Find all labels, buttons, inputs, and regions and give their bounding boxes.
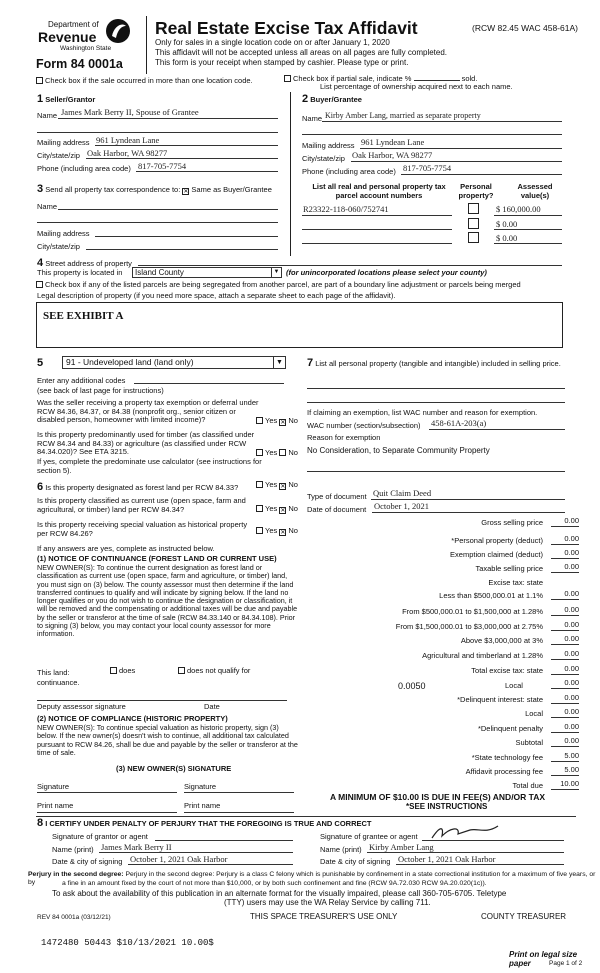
print-name-label-1: Print name xyxy=(37,801,74,810)
new-owner-signature-1[interactable] xyxy=(37,792,177,793)
tax-row-value[interactable]: 0.00 xyxy=(551,708,579,718)
perjury-line-2: a fine in an amount fixed by the court of not more than $10,000, or by both such confinement and fine (RCW 9A.72.030 RCW 9A.20.020(1c)). xyxy=(62,880,487,887)
segregated-row: Check box if any of the listed parcels are being segregated from another parcel, are part of a boundary line adjustment or parcels being merged xyxy=(36,281,576,290)
located-label: This property is located in xyxy=(37,268,123,277)
local-label: Local xyxy=(505,681,523,690)
agency-line-1: Department of xyxy=(48,20,99,29)
tax-row-label: *Personal property (deduct) xyxy=(451,536,543,545)
tax-row-label: Excise tax: state xyxy=(488,578,543,587)
seller-address[interactable]: 961 Lyndean Lane xyxy=(96,135,160,145)
dor-logo xyxy=(36,14,136,72)
sold-label: sold. xyxy=(461,74,478,83)
partial-sale-label: Check box if partial sale, indicate % xyxy=(293,74,412,83)
timber-yes-checkbox[interactable] xyxy=(256,449,263,456)
header-note-3: This form is your receipt when stamped by cashier. Please type or print. xyxy=(155,58,409,67)
tax-row-label: Total due xyxy=(512,781,543,790)
street-address-field[interactable] xyxy=(138,265,562,266)
buyer-city-label: City/state/zip xyxy=(302,154,345,163)
tax-row-value[interactable]: 0.00 xyxy=(551,665,579,675)
buyer-phone[interactable]: 817-705-7754 xyxy=(403,163,452,173)
new-owner-signature-2[interactable] xyxy=(184,792,294,793)
tax-row-label: Total excise tax: state xyxy=(471,666,543,675)
grantee-signature-icon xyxy=(430,822,500,842)
seller-heading: 1 Seller/Grantor xyxy=(37,93,96,105)
doc-date-label: Date of document xyxy=(307,505,367,514)
partial-sale-checkbox[interactable] xyxy=(284,75,291,82)
land-use-select[interactable] xyxy=(62,356,286,369)
notice1-body: NEW OWNER(S): To continue the current designation as forest land or classification as current use (open space, farm and agriculture, or timber) land, you must sign on (3) below. The county assessor must then determine if the land transferred continues to qualify and will indicate by signing below. If the land no longer qualifies or you do not wish to continue the designation or classification, it will be removed and the compensating or additional taxes will be due and payable by the seller or transferor at the time of sale (RCW 84.33.140 or 84.34.108). Prior to signing (3) below, you may contact your local county assessor for more information. xyxy=(37,563,298,639)
grantor-sig-label: Signature of grantor or agent xyxy=(52,832,148,841)
deputy-sig-label: Deputy assessor signature xyxy=(37,702,126,711)
section-divider xyxy=(290,92,291,256)
personal-property-heading: 7 List all personal property (tangible and intangible) included in selling price. xyxy=(307,357,561,369)
buyer-heading: 2 Buyer/Grantee xyxy=(302,93,362,105)
seller-name[interactable]: James Mark Berry II, Spouse of Grantee xyxy=(61,107,199,117)
local-tax-value[interactable]: 0.00 xyxy=(551,679,579,689)
seller-name-label: Name xyxy=(37,111,58,120)
current-use-yes-checkbox[interactable] xyxy=(256,505,263,512)
timber-note: If yes, complete the predominate use calculator (see instructions for section 5). xyxy=(37,457,262,475)
does-not-checkbox[interactable] xyxy=(178,667,185,674)
grantor-name[interactable]: James Mark Berry II xyxy=(101,842,172,852)
chevron-down-icon: ▼ xyxy=(273,357,285,368)
codes-field[interactable] xyxy=(134,383,284,384)
buyer-name[interactable]: Kirby Amber Lang, married as separate property xyxy=(325,111,481,120)
doc-type[interactable]: Quit Claim Deed xyxy=(373,488,432,498)
notice2-title: (2) NOTICE OF COMPLIANCE (HISTORIC PROPERTY) xyxy=(37,714,228,723)
cashier-stamp: 1472480 50443 $10/13/2021 10.00$ xyxy=(41,938,214,948)
doc-date[interactable]: October 1, 2021 xyxy=(374,501,430,511)
correspondence-address-field[interactable] xyxy=(95,236,278,237)
assessed-col-header: Assessed value(s) xyxy=(517,182,553,200)
historic-no-checkbox[interactable] xyxy=(279,529,286,536)
doc-type-label: Type of document xyxy=(307,492,367,501)
exemption-claim-label: If claiming an exemption, list WAC number and reason for exemption. xyxy=(307,408,538,417)
grantor-date-city[interactable]: October 1, 2021 Oak Harbor xyxy=(130,854,228,864)
tax-row-label: Taxable selling price xyxy=(475,564,543,573)
assessed-value[interactable]: $ 0.00 xyxy=(496,219,518,229)
tax-row-label: Agricultural and timberland at 1.28% xyxy=(422,651,543,660)
correspondence-heading: 3 Send all property tax correspondence to: ✕ Same as Buyer/Grantee xyxy=(37,183,272,196)
does-option: does xyxy=(110,667,135,676)
tax-row-label: From $1,500,000.01 to $3,000,000 at 2.75% xyxy=(395,622,543,631)
print-name-label-2: Print name xyxy=(184,801,221,810)
exemption-question: Was the seller receiving a property tax exemption or deferral under RCW 84.36, 84.37, or 84.38 (nonprofit org., senior citizen or disabled person, homeowner with limited income)? xyxy=(37,398,259,425)
tax-row-label: *State technology fee xyxy=(471,753,543,762)
reason-text[interactable]: No Consideration, to Separate Community Property xyxy=(307,446,490,455)
personal-property-checkbox[interactable] xyxy=(468,218,479,229)
if-any-yes: If any answers are yes, complete as instructed below. xyxy=(37,544,215,553)
correspondence-name-field[interactable] xyxy=(58,209,278,210)
tax-row-value[interactable]: 0.00 xyxy=(551,621,579,631)
historic-yes-checkbox[interactable] xyxy=(256,527,263,534)
notice2-body: NEW OWNER(S): To continue special valuation as historic property, sign (3) below. If the new owner(s) doesn't wish to continue, all additional tax calculated pursuant to RCW 84.26, shall be due and payable by the seller or transferor at the time of sale. xyxy=(37,723,298,757)
parcel-number[interactable] xyxy=(302,243,452,244)
print-legal-note: Print on legal size paper xyxy=(509,950,578,969)
correspondence-address-label: Mailing address xyxy=(37,229,90,238)
availability-line-1: To ask about the availability of this publication in an alternate format for the visually impaired, please call 360-705-6705. Teletype xyxy=(52,889,507,898)
tax-row-value[interactable]: 10.00 xyxy=(551,780,579,790)
tax-row-value[interactable]: 0.00 xyxy=(551,737,579,747)
multi-location-checkbox[interactable] xyxy=(36,77,43,84)
tax-row-label: *Delinquent interest: state xyxy=(457,695,543,704)
notice1-title: (1) NOTICE OF CONTINUANCE (FOREST LAND OR CURRENT USE) xyxy=(37,554,277,563)
forest-yes-no: Yes ✕ No xyxy=(256,481,298,490)
timber-yes-no: Yes No xyxy=(256,449,298,458)
legal-description-box[interactable] xyxy=(36,302,563,348)
wac-number[interactable]: 458-61A-203(a) xyxy=(431,418,487,428)
current-use-question: Is this property classified as current use (open space, farm and agricultural, or timber) land per RCW 84.34? xyxy=(37,496,246,514)
seller-phone[interactable]: 817-705-7754 xyxy=(138,161,187,171)
codes-label: Enter any additional codes xyxy=(37,376,126,385)
tax-row-value[interactable]: 0.00 xyxy=(551,650,579,660)
form-title: Real Estate Excise Tax Affidavit xyxy=(155,18,418,38)
multi-location-row xyxy=(36,77,253,86)
personal-col-header: Personal property? xyxy=(458,182,494,200)
tax-row-value[interactable]: 5.00 xyxy=(551,752,579,762)
tax-row-label: Gross selling price xyxy=(481,518,543,527)
new-owner-print-1[interactable] xyxy=(37,812,177,813)
grantee-sig-label: Signature of grantee or agent xyxy=(320,832,418,841)
header-divider xyxy=(146,16,147,74)
tax-row-label: Subtotal xyxy=(515,738,543,747)
street-heading: 4 Street address of property xyxy=(37,257,132,269)
certify-heading: 8 I CERTIFY UNDER PENALTY OF PERJURY THAT THE FOREGOING IS TRUE AND CORRECT xyxy=(37,817,372,829)
tax-row-label: From $500,000.01 to $1,500,000 at 1.28% xyxy=(402,607,543,616)
chevron-down-icon: ▼ xyxy=(271,268,281,277)
tax-row-label: Exemption claimed (deduct) xyxy=(450,550,543,559)
assessed-value[interactable]: $ 0.00 xyxy=(496,233,518,243)
seller-address-label: Mailing address xyxy=(37,138,90,147)
seller-city-label: City/state/zip xyxy=(37,151,80,160)
rev-number: REV 84 0001a (03/12/21) xyxy=(37,914,111,921)
exemption-yes-no: Yes ✕ No xyxy=(256,417,298,426)
tax-row-value[interactable]: 0.00 xyxy=(551,635,579,645)
form-number: Form 84 0001a xyxy=(36,57,123,71)
notice3-title: (3) NEW OWNER(S) SIGNATURE xyxy=(116,764,232,773)
forest-question: 6 Is this property designated as forest land per RCW 84.33? xyxy=(37,481,239,493)
county-note: (for unincorporated locations please select your county) xyxy=(286,268,487,277)
tax-row-label: *Delinquent penalty xyxy=(477,724,543,733)
tax-row-value[interactable]: 0.00 xyxy=(551,517,579,527)
reason-label: Reason for exemption xyxy=(307,433,381,442)
forest-yes-checkbox[interactable] xyxy=(256,481,263,488)
availability-line-2: (TTY) users may use the WA Relay Service by calling 711. xyxy=(224,898,431,907)
tax-row-label: Above $3,000,000 at 3% xyxy=(460,636,543,645)
county-select[interactable] xyxy=(132,267,282,278)
signature-label-2: Signature xyxy=(184,782,217,791)
grantor-date-label: Date & city of signing xyxy=(52,857,123,866)
timber-question: Is this property predominantly used for timber (as classified under RCW 84.34 and 84.33) or agriculture (as classified under RCW 84.34.020)? See ETA 3215. xyxy=(37,430,255,457)
codes-note: (see back of last page for instructions) xyxy=(37,386,164,395)
buyer-phone-label: Phone (including area code) xyxy=(302,167,396,176)
segregated-checkbox[interactable] xyxy=(36,281,43,288)
county-value: Island County xyxy=(135,268,184,277)
tax-row-value[interactable]: 0.00 xyxy=(551,694,579,704)
timber-no-checkbox[interactable] xyxy=(279,449,286,456)
exemption-yes-checkbox[interactable] xyxy=(256,417,263,424)
tax-row-label: Affidavit processing fee xyxy=(465,767,543,776)
historic-question: Is this property receiving special valuation as historical property per RCW 84.26? xyxy=(37,520,248,538)
personal-property-checkbox[interactable] xyxy=(468,232,479,243)
exemption-no-checkbox[interactable] xyxy=(279,419,286,426)
parcel-number[interactable]: R23322-118-060/752741 xyxy=(303,204,389,214)
buyer-address-label: Mailing address xyxy=(302,141,355,150)
legal-label: Legal description of property (if you need more space, attach a separate sheet to each page of the affidavit). xyxy=(37,291,396,300)
tax-row-value[interactable]: 0.00 xyxy=(551,563,579,573)
forest-no-checkbox[interactable] xyxy=(279,483,286,490)
grantee-date-city[interactable]: October 1, 2021 Oak Harbor xyxy=(398,854,496,864)
revenue-logo-icon xyxy=(104,16,132,46)
minimum-notice: A MINIMUM OF $10.00 IS DUE IN FEE(S) AND/OR TAX xyxy=(330,792,546,802)
page-number: Page 1 of 2 xyxy=(549,960,583,967)
deputy-signature-field[interactable] xyxy=(37,700,287,701)
seller-city[interactable]: Oak Harbor, WA 98277 xyxy=(87,148,168,158)
parcel-col-header: List all real and personal property tax parcel account numbers xyxy=(312,182,446,200)
does-checkbox[interactable] xyxy=(110,667,117,674)
county-treasurer: COUNTY TREASURER xyxy=(481,912,567,921)
local-rate: 0.0050 xyxy=(398,681,426,691)
land-use-value: 91 - Undeveloped land (land only) xyxy=(66,357,194,367)
see-instructions: *SEE INSTRUCTIONS xyxy=(406,802,488,811)
personal-property-field[interactable] xyxy=(307,388,565,389)
tax-row-value[interactable]: 0.00 xyxy=(551,535,579,545)
partial-note: List percentage of ownership acquired next to each name. xyxy=(320,82,513,91)
tax-row-value[interactable]: 0.00 xyxy=(551,549,579,559)
grantor-signature-field[interactable] xyxy=(155,840,293,841)
historic-yes-no: Yes ✕ No xyxy=(256,527,298,536)
partial-percent-field[interactable] xyxy=(414,73,460,81)
legal-description: SEE EXHIBIT A xyxy=(43,310,124,322)
new-owner-print-2[interactable] xyxy=(184,812,294,813)
land-use-num: 5 xyxy=(37,357,44,369)
same-as-buyer-checkbox[interactable] xyxy=(182,188,189,195)
grantor-name-label: Name (print) xyxy=(52,845,94,854)
correspondence-city-field[interactable] xyxy=(86,249,278,250)
header-note-2: This affidavit will not be accepted unless all areas on all pages are fully completed. xyxy=(155,48,448,57)
correspondence-city-label: City/state/zip xyxy=(37,242,80,251)
correspondence-name-label: Name xyxy=(37,202,58,211)
multi-location-label: Check box if the sale occurred in more than one location code. xyxy=(45,76,253,85)
form-title-ref: (RCW 82.45 WAC 458-61A) xyxy=(472,23,578,33)
signature-label-1: Signature xyxy=(37,782,70,791)
grantee-name[interactable]: Kirby Amber Lang xyxy=(369,842,434,852)
personal-property-checkbox[interactable] xyxy=(468,203,479,214)
tax-row-label: Less than $500,000.01 at 1.1% xyxy=(439,591,543,600)
header-note-1: Only for sales in a single location code on or after January 1, 2020 xyxy=(155,38,390,47)
buyer-city[interactable]: Oak Harbor, WA 98277 xyxy=(352,150,433,160)
perjury-line-1: Perjury in the second degree: Perjury in the second degree: Perjury is a class C felony which is punishable by confinement in a state correctional institution for a maximum of five years, or by xyxy=(28,871,596,886)
buyer-name-label: Name xyxy=(302,114,323,123)
tax-row-label: Local xyxy=(525,709,543,718)
assessed-value[interactable]: $ 160,000.00 xyxy=(496,204,541,214)
grantee-date-label: Date & city of signing xyxy=(320,857,391,866)
agency-line-2: Revenue xyxy=(38,29,97,45)
grantee-name-label: Name (print) xyxy=(320,845,362,854)
continuance-label: continuance. xyxy=(37,678,80,687)
current-use-no-checkbox[interactable] xyxy=(279,507,286,514)
agency-line-3: Washington State xyxy=(60,45,112,52)
tax-row-value[interactable]: 0.00 xyxy=(551,606,579,616)
current-use-yes-no: Yes ✕ No xyxy=(256,505,298,514)
wac-label: WAC number (section/subsection) xyxy=(307,421,421,430)
deputy-date-label: Date xyxy=(204,702,220,711)
does-not-option: does not qualify for xyxy=(178,667,250,676)
seller-phone-label: Phone (including area code) xyxy=(37,164,131,173)
tax-row-value[interactable]: 5.00 xyxy=(551,766,579,776)
this-land-label: This land: xyxy=(37,668,70,677)
treasurer-use-only: THIS SPACE TREASURER'S USE ONLY xyxy=(250,912,398,921)
tax-row-value[interactable]: 0.00 xyxy=(551,723,579,733)
tax-row-value[interactable]: 0.00 xyxy=(551,590,579,600)
parcel-number[interactable] xyxy=(302,229,452,230)
buyer-address[interactable]: 961 Lyndean Lane xyxy=(361,137,425,147)
